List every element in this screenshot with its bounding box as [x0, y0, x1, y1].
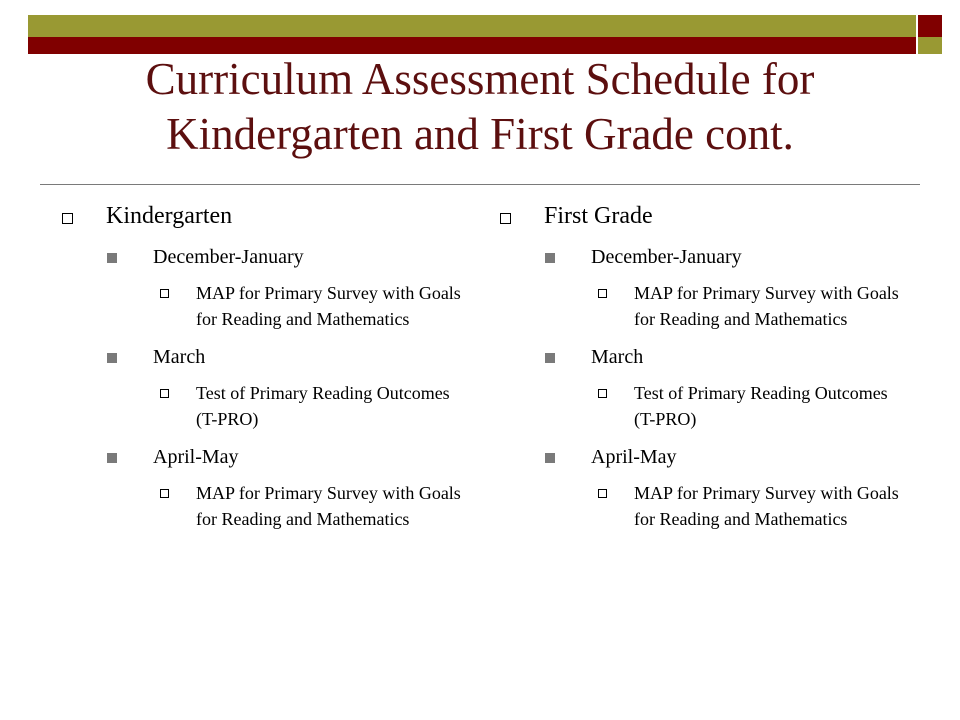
assessment-text: Test of Primary Reading Outcomes (T-PRO) — [634, 383, 888, 429]
assessment-item — [598, 380, 900, 432]
period-item — [107, 244, 462, 270]
assessment-text: MAP for Primary Survey with Goals for Reading and Mathematics — [634, 483, 899, 529]
column-heading: Kindergarten — [106, 203, 233, 229]
period-label: April-May — [153, 446, 239, 468]
period-item — [107, 444, 462, 470]
column-kindergarten — [62, 200, 462, 544]
period-label: April-May — [591, 446, 677, 468]
hollow-square-bullet-icon — [62, 213, 73, 224]
filled-square-bullet-icon — [545, 253, 555, 263]
hollow-square-bullet-icon — [160, 289, 169, 298]
hollow-square-bullet-icon — [500, 213, 511, 224]
period-label: March — [591, 346, 644, 368]
column-heading: First Grade — [544, 203, 653, 229]
filled-square-bullet-icon — [107, 353, 117, 363]
assessment-item — [160, 480, 462, 532]
column-heading-item — [500, 200, 900, 232]
title-divider — [40, 184, 920, 185]
filled-square-bullet-icon — [107, 253, 117, 263]
period-label: March — [153, 346, 206, 368]
period-item — [545, 344, 900, 370]
assessment-text: MAP for Primary Survey with Goals for Reading and Mathematics — [634, 283, 899, 329]
header-bar-olive — [28, 15, 916, 37]
period-label: December-January — [591, 246, 742, 268]
period-item — [545, 244, 900, 270]
hollow-square-bullet-icon — [598, 489, 607, 498]
hollow-square-bullet-icon — [160, 389, 169, 398]
header-square-maroon — [918, 15, 942, 37]
slide-title: Curriculum Assessment Schedule for Kindergarten and First Grade cont. — [145, 54, 815, 159]
column-first-grade — [500, 200, 900, 544]
period-item — [545, 444, 900, 470]
assessment-item — [598, 480, 900, 532]
hollow-square-bullet-icon — [598, 389, 607, 398]
filled-square-bullet-icon — [107, 453, 117, 463]
assessment-item — [160, 280, 462, 332]
period-label: December-January — [153, 246, 304, 268]
assessment-item — [160, 380, 462, 432]
hollow-square-bullet-icon — [598, 289, 607, 298]
filled-square-bullet-icon — [545, 453, 555, 463]
assessment-item — [598, 280, 900, 332]
assessment-text: MAP for Primary Survey with Goals for Reading and Mathematics — [196, 283, 461, 329]
hollow-square-bullet-icon — [160, 489, 169, 498]
period-item — [107, 344, 462, 370]
assessment-text: Test of Primary Reading Outcomes (T-PRO) — [196, 383, 450, 429]
filled-square-bullet-icon — [545, 353, 555, 363]
column-heading-item — [62, 200, 462, 232]
assessment-text: MAP for Primary Survey with Goals for Reading and Mathematics — [196, 483, 461, 529]
